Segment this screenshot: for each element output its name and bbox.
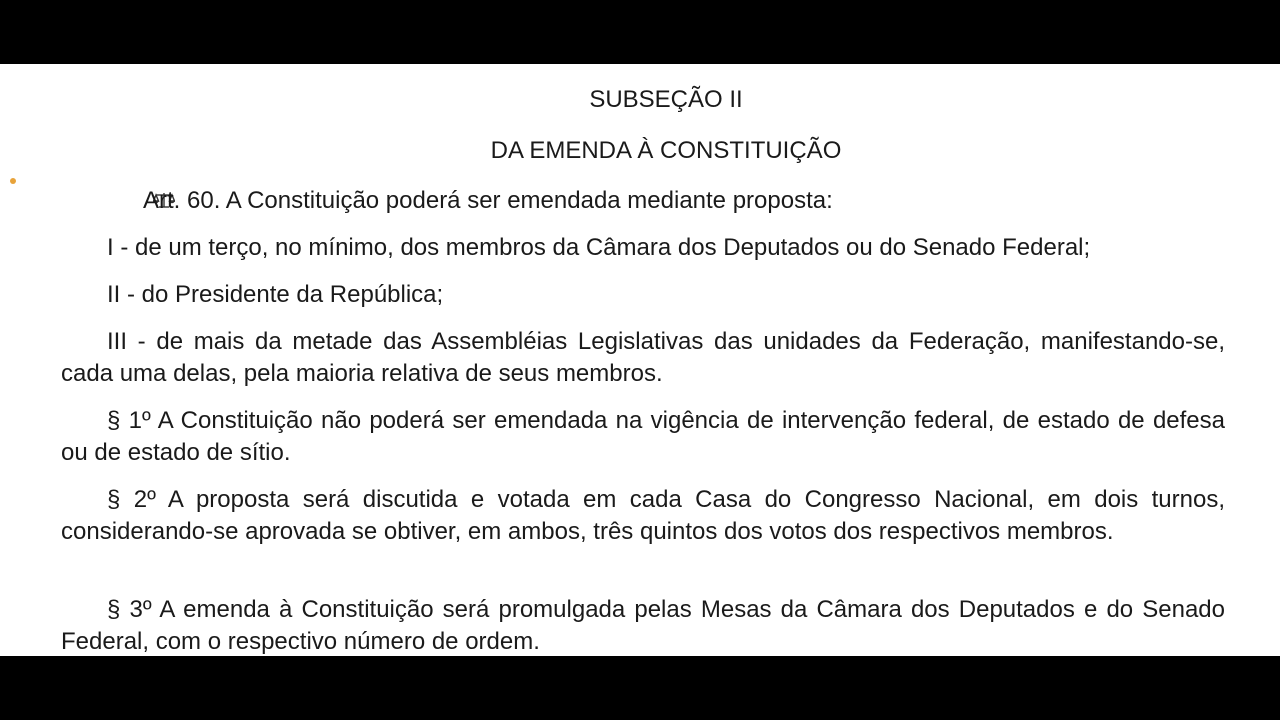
- subsection-heading: SUBSEÇÃO II: [589, 86, 743, 113]
- top-letterbox-bar: [0, 0, 1280, 64]
- article-caput: [61, 185, 1225, 217]
- article-paragraph-3: § 3º A emenda à Constituição será promulgada pelas Mesas da Câmara dos Deputados e do Senado Federal, com o respectivo número de ordem.: [61, 596, 1225, 655]
- article-paragraph-2: § 2º A proposta será discutida e votada em cada Casa do Congresso Nacional, em dois turnos, considerando-se aprovada se obtiver, em ambos, três quintos dos votos dos respectivos membros.: [61, 486, 1225, 545]
- article-item-i: I - de um terço, no mínimo, dos membros da Câmara dos Deputados ou do Senado Federal;: [107, 234, 1091, 261]
- balance-scale-icon: [107, 186, 129, 204]
- marker-dot: [10, 178, 16, 184]
- article-caput-text: Art. 60. A Constituição poderá ser emendada mediante proposta:: [143, 187, 833, 214]
- article-item-iii: III - de mais da metade das Assembléias Legislativas das unidades da Federação, manifestando-se, cada uma delas, pela maioria relativa de seus membros.: [61, 328, 1225, 387]
- article-item-ii: II - do Presidente da República;: [107, 281, 444, 308]
- article-paragraph-1: § 1º A Constituição não poderá ser emendada na vigência de intervenção federal, de estado de defesa ou de estado de sítio.: [61, 407, 1225, 466]
- document-page: [0, 64, 1280, 656]
- bottom-letterbox-bar: [0, 656, 1280, 720]
- section-title: DA EMENDA À CONSTITUIÇÃO: [490, 137, 842, 164]
